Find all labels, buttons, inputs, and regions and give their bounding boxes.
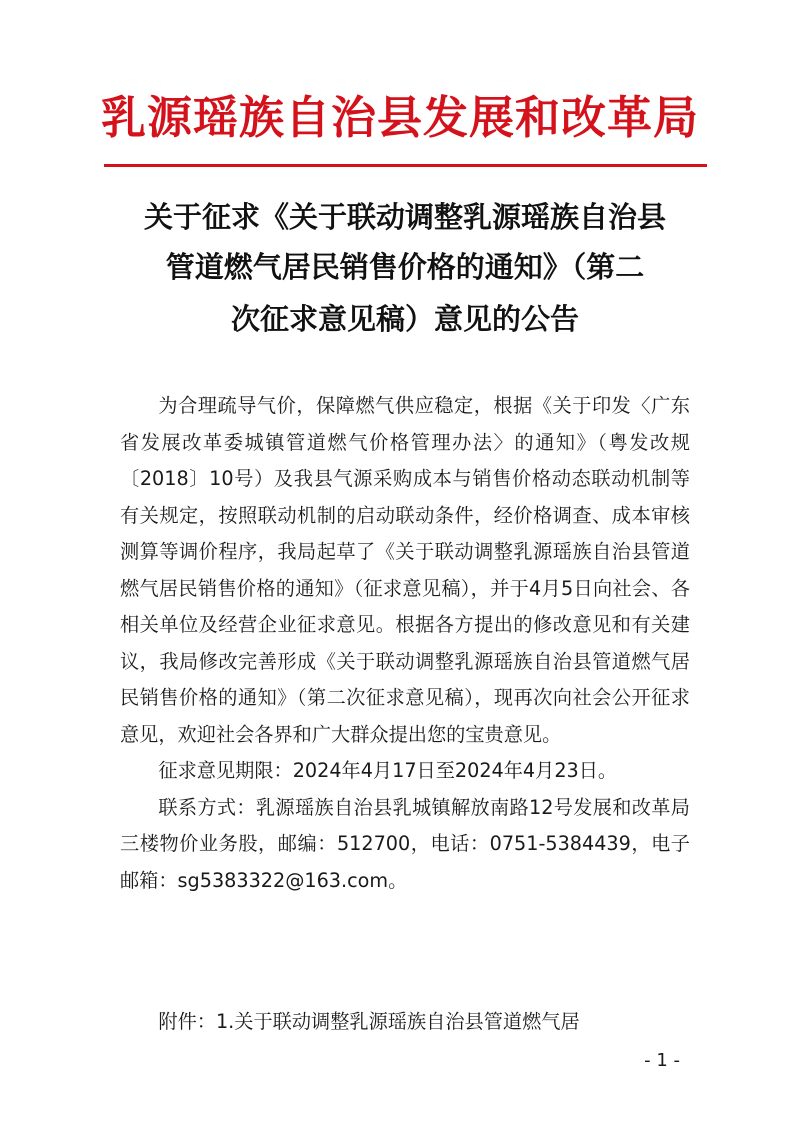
notice-title [120, 192, 690, 344]
letterhead-red-rule [104, 164, 707, 167]
attachment-line: 附件：1.关于联动调整乳源瑶族自治县管道燃气居 [158, 1010, 580, 1033]
notice-body [120, 388, 690, 899]
body-paragraph-period: 征求意见期限：2024年4月17日至2024年4月23日。 [158, 759, 618, 782]
title-line-3: 次征求意见稿）意见的公告 [230, 302, 579, 336]
page-number: - 1 - [644, 1050, 680, 1071]
title-line-2: 管道燃气居民销售价格的通知》（第二 [165, 250, 645, 284]
title-line-1: 关于征求《关于联动调整乳源瑶族自治县 [143, 200, 666, 234]
body-paragraph-contact: 联系方式：乳源瑶族自治县乳城镇解放南路12号发展和改革局三楼物价业务股，邮编：512700，电话：0751-5384439，电子邮箱：sg5383322@163.com。 [120, 795, 690, 892]
letterhead-issuer: 乳源瑶族自治县发展和改革局 [100, 91, 699, 144]
body-paragraph-intro: 为合理疏导气价，保障燃气供应稳定，根据《关于印发〈广东省发展改革委城镇管道燃气价格管理办法〉的通知》（粤发改规〔2018〕10号）及我县气源采购成本与销售价格动态联动机制等有关规定，按照联动机制的启动联动条件，经价格调查、成本审核测算等调价程序，我局起草了《关于联动调整乳源瑶族自治县管道燃气居民销售价格的通知》（征求意见稿），并于4月5日向社会、各相关单位及经营企业征求意见。根据各方提出的修改意见和有关建议，我局修改完善形成《关于联动调整乳源瑶族自治县管道燃气居民销售价格的通知》（第二次征求意见稿），现再次向社会公开征求意见，欢迎社会各界和广大群众提出您的宝贵意见。 [120, 394, 690, 746]
